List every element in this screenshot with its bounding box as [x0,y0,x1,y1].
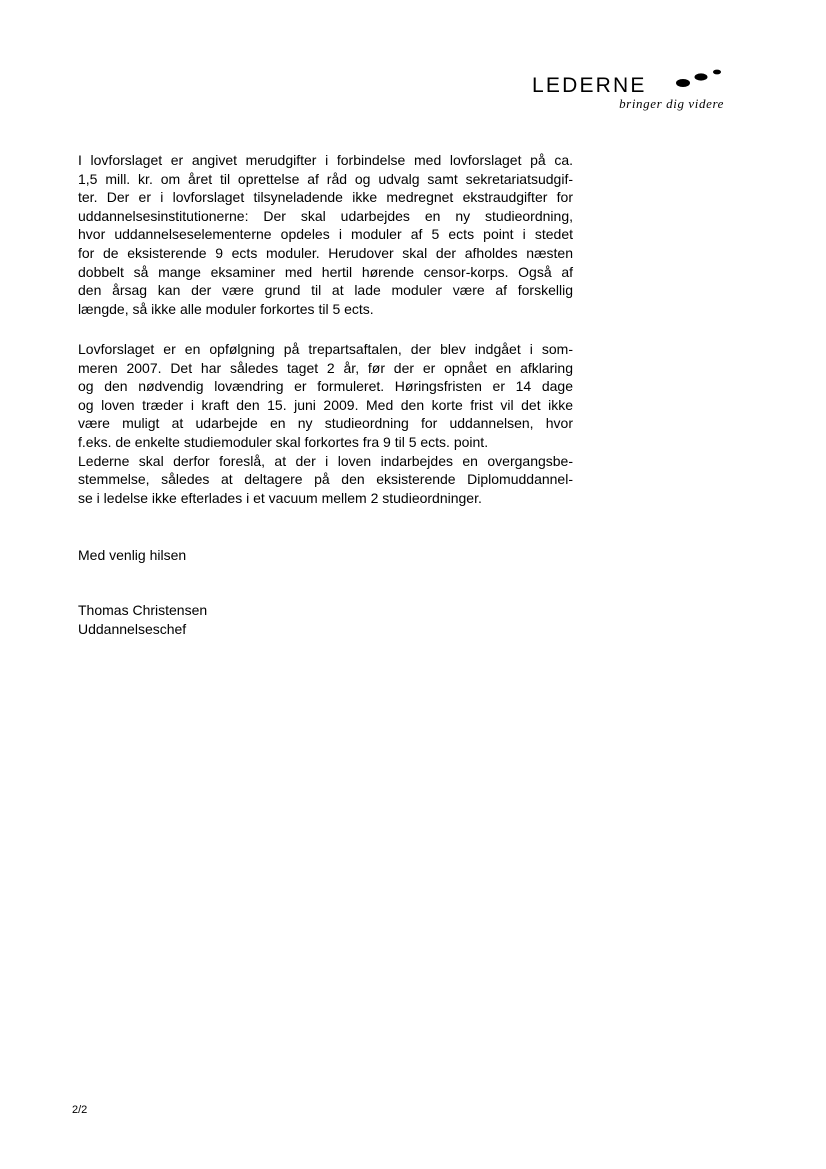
text-line: f.eks. de enkelte studiemoduler skal forkortes fra 9 til 5 ects. point. [78,433,489,450]
text-line: se i ledelse ikke efterlades i et vacuum mellem 2 studieordninger. [78,489,482,506]
text-line: stemmelse, således at deltagere på den eksisterende Diplomuddannel- [78,471,573,488]
text-line: Lederne skal derfor foreslå, at der i loven indarbejdes en overgangsbe- [78,452,573,469]
logo-tagline: bringer dig videre [619,96,724,111]
text-line: være muligt at udarbejde en ny studieordning for uddannelsen, hvor [78,415,573,432]
text-line: længde, så ikke alle moduler forkortes til 5 ects. [78,300,374,317]
text-line: for de eksisterende 9 ects moduler. Herudover skal der afholdes næsten [78,244,573,261]
text-line: uddannelsesinstitutionerne: Der skal udarbejdes en ny studieordning, [78,207,573,224]
text-line: Lovforslaget er en opfølgning på trepartsaftalen, der blev indgået i som- [78,341,573,357]
text-line: 1,5 mill. kr. om året til oprettelse af råd og udvalg samt sekretariatsudgif- [78,170,573,187]
text-line: og den nødvendig lovændring er formuleret. Høringsfristen er 14 dage [78,378,573,395]
text-line: og loven træder i kraft den 15. juni 2009. Med den korte frist vil det ikke [78,396,573,413]
text-line: hvor uddannelseselementerne opdeles i moduler af 5 ects point i stedet [78,226,573,243]
text-line: dobbelt så mange eksaminer med hertil hørende censor-korps. Også af [78,263,573,280]
closing-greeting: Med venlig hilsen [78,547,187,563]
logo-wordmark: LEDERNE [532,74,647,97]
signature-title: Uddannelseschef [78,621,187,637]
text-line: den årsag kan der være grund til at lade moduler være af forskellig [78,282,573,299]
paragraph-followup [78,340,573,507]
page-number: 2/2 [72,1104,88,1116]
text-line: meren 2007. Det har således taget 2 år, før der er opnået en afklaring [78,359,573,376]
logo-dots-icon [673,68,733,92]
signature-name: Thomas Christensen [78,602,208,618]
lederne-logo [528,68,738,116]
text-line: I lovforslaget er angivet merudgifter i forbindelse med lovforslaget på ca. [78,152,573,168]
paragraph-costs [78,151,573,318]
text-line: ter. Der er i lovforslaget tilsyneladende ikke medregnet ekstraudgifter for [78,189,573,206]
